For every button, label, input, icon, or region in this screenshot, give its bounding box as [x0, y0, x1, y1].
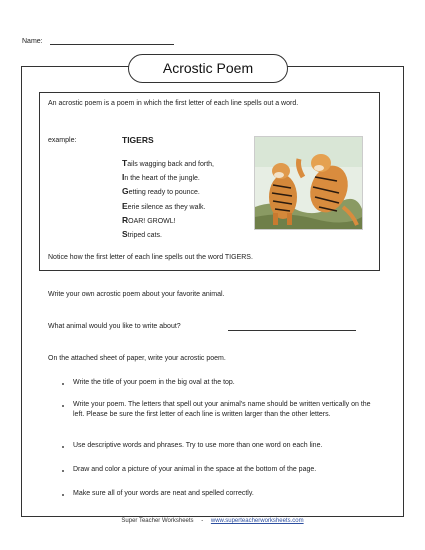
- example-label: example:: [48, 137, 77, 144]
- poem-initial: E: [122, 200, 128, 211]
- bullet-item: Write the title of your poem in the big oval at the top.: [73, 379, 235, 386]
- poem-line: [122, 184, 214, 198]
- page-title: Acrostic Poem: [128, 54, 288, 83]
- poem-initial: I: [122, 172, 125, 183]
- name-blank-line[interactable]: [50, 44, 174, 45]
- name-label: Name:: [22, 38, 43, 45]
- poem-initial: R: [122, 214, 129, 225]
- poem-rest: etting ready to pounce.: [128, 189, 200, 197]
- footer-brand: Super Teacher Worksheets: [121, 518, 194, 524]
- poem-rest: ails wagging back and forth,: [127, 161, 214, 168]
- intro-text: An acrostic poem is a poem in which the first letter of each line spells out a word.: [48, 100, 299, 107]
- footer-url-link[interactable]: www.superteacherworksheets.com: [210, 518, 304, 524]
- write-own-text: Write your own acrostic poem about your favorite animal.: [48, 291, 225, 298]
- poem-line: [122, 199, 214, 213]
- poem-initial: S: [122, 228, 128, 239]
- poem-line: [122, 170, 214, 184]
- animal-answer-line[interactable]: [228, 330, 356, 331]
- tigers-photo: [254, 136, 363, 230]
- bullet-item: Use descriptive words and phrases. Try to use more than one word on each line.: [73, 442, 323, 449]
- poem-line: [122, 213, 214, 227]
- poem-line: [122, 227, 214, 241]
- bullet-item: Draw and color a picture of your animal in the space at the bottom of the page.: [73, 466, 317, 473]
- footer: [0, 518, 425, 524]
- poem-rest: triped cats.: [127, 231, 162, 239]
- example-word: TIGERS: [122, 135, 154, 145]
- attached-sheet-text: On the attached sheet of paper, write your acrostic poem.: [48, 355, 226, 362]
- footer-separator: -: [201, 518, 204, 524]
- poem-initial: T: [122, 158, 128, 168]
- poem-rest: erie silence as they walk.: [127, 203, 206, 211]
- bullet-item: Write your poem. The letters that spell out your animal's name should be written vertically on the left. Please be sure the first letter of each line is written larger than the other letters.: [73, 401, 371, 418]
- example-poem: [122, 156, 214, 241]
- poem-line: [122, 156, 214, 170]
- which-animal-question: What animal would you like to write about?: [48, 323, 181, 330]
- poem-rest: n the heart of the jungle.: [124, 175, 200, 183]
- bullet-item: Make sure all of your words are neat and spelled correctly.: [73, 490, 254, 497]
- poem-rest: OAR! GROWL!: [128, 217, 176, 225]
- notice-text: Notice how the first letter of each line spells out the word TIGERS.: [48, 254, 253, 261]
- poem-initial: G: [122, 186, 129, 197]
